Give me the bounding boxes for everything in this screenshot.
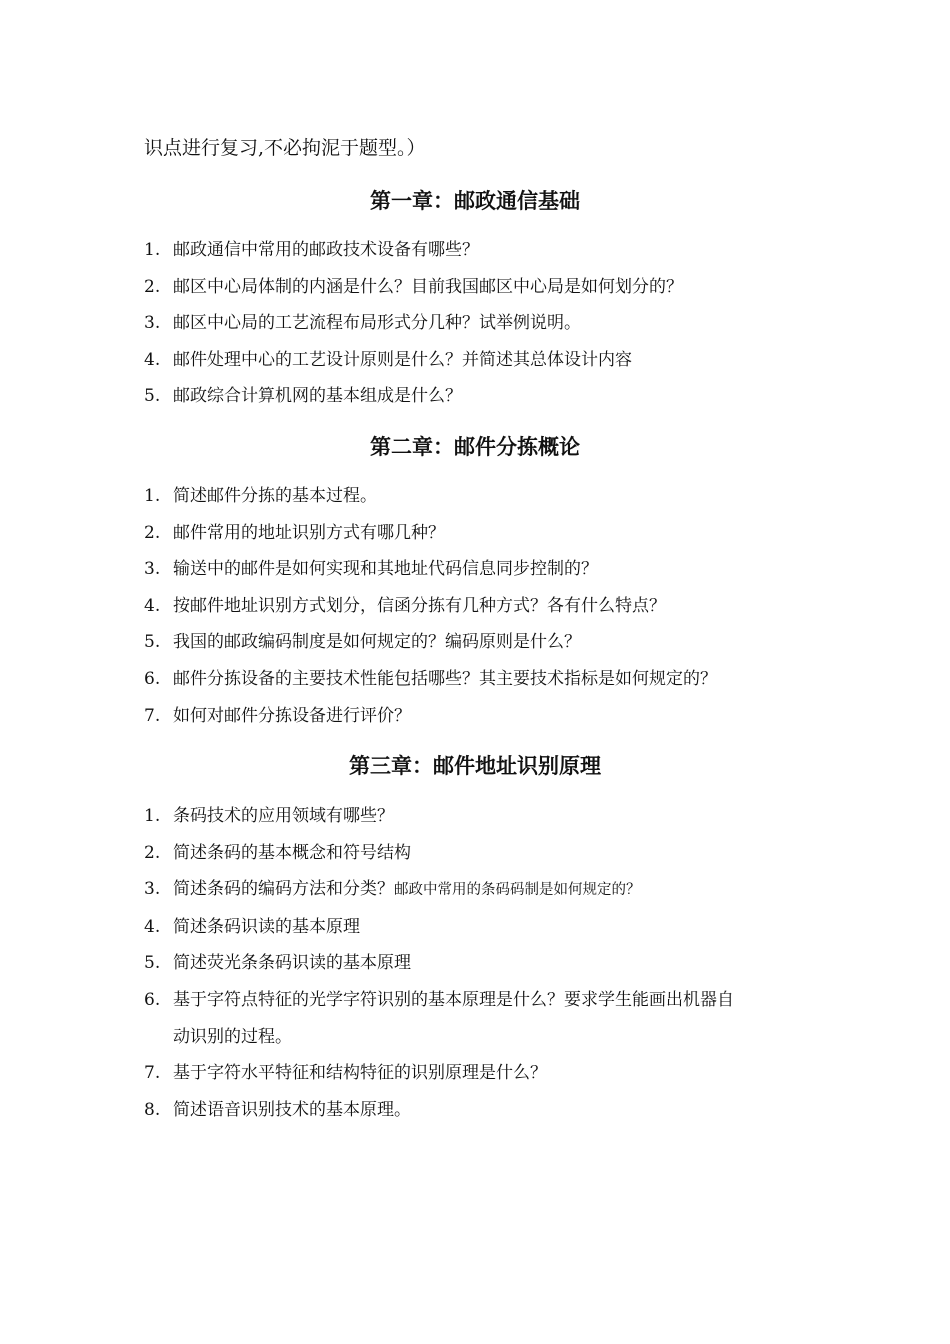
item-number: 3. (144, 879, 161, 900)
item-text: 邮件处理中心的工艺设计原则是什么？并简述其总体设计内容 (173, 349, 632, 370)
list-item (144, 909, 824, 946)
item-text: 邮政通信中常用的邮政技术设备有哪些？ (173, 240, 479, 260)
item-text-small: 邮政中常用的条码码制是如何规定的？ (394, 882, 641, 899)
list-item (144, 835, 824, 872)
list-item (144, 871, 824, 909)
item-text: 简述荧光条条码识读的基本原理 (173, 953, 411, 974)
list-item (144, 945, 824, 982)
list-item (144, 478, 824, 515)
item-text: 输送中的邮件是如何实现和其地址代码信息同步控制的？ (173, 559, 598, 580)
item-text: 简述邮件分拣的基本过程。 (173, 486, 377, 506)
item-text: 我国的邮政编码制度是如何规定的？编码原则是什么？ (173, 632, 581, 653)
list-item (144, 269, 824, 306)
item-number: 3. (144, 559, 161, 580)
list-item (144, 551, 824, 588)
list-item (144, 661, 824, 698)
item-number: 5. (144, 953, 161, 974)
chapter-title-2: 第二章：邮件分拣概论 (370, 434, 580, 459)
item-text: 如何对邮件分拣设备进行评价？ (173, 705, 411, 726)
item-number: 7. (144, 1063, 161, 1084)
item-text: 邮政综合计算机网的基本组成是什么？ (173, 386, 462, 407)
list-item (144, 798, 824, 835)
list-item (144, 305, 824, 342)
list-item (144, 378, 824, 415)
chapter-title-3: 第三章：邮件地址识别原理 (349, 753, 601, 778)
item-number: 1. (144, 486, 161, 506)
list-item (144, 1092, 824, 1129)
list-item (144, 515, 824, 552)
list-item (144, 698, 824, 735)
item-number: 1. (144, 806, 161, 826)
item-number: 4. (144, 349, 161, 370)
chapter-3-questions (144, 798, 824, 1128)
list-item (144, 1055, 824, 1092)
item-text: 简述条码的编码方法和分类？ (173, 879, 394, 900)
item-number: 2. (144, 842, 161, 863)
list-item (144, 624, 824, 661)
item-number: 4. (144, 595, 161, 616)
intro-line: 识点进行复习,不必拘泥于题型。） (144, 137, 426, 159)
chapter-2-questions (144, 478, 824, 734)
chapter-1-questions (144, 232, 824, 415)
item-number: 5. (144, 632, 161, 653)
item-text: 按邮件地址识别方式划分，信函分拣有几种方式？各有什么特点？ (173, 595, 666, 616)
item-number: 4. (144, 916, 161, 937)
item-number: 6. (144, 668, 161, 689)
item-text: 邮件常用的地址识别方式有哪几种？ (173, 522, 445, 543)
item-text: 简述条码识读的基本原理 (173, 916, 360, 937)
item-text: 简述条码的基本概念和符号结构 (173, 842, 411, 863)
item-number: 5. (144, 386, 161, 407)
item-text: 邮件分拣设备的主要技术性能包括哪些？其主要技术指标是如何规定的？ (173, 668, 717, 689)
item-number: 6. (144, 989, 161, 1010)
item-number: 8. (144, 1099, 161, 1120)
item-number: 2. (144, 522, 161, 543)
list-item (144, 982, 824, 1055)
item-text: 条码技术的应用领域有哪些？ (173, 806, 394, 826)
item-number: 3. (144, 313, 161, 334)
item-text: 简述语音识别技术的基本原理。 (173, 1099, 411, 1120)
item-text: 邮区中心局的工艺流程布局形式分几种？试举例说明。 (173, 313, 581, 334)
list-item (144, 342, 824, 379)
chapter-title-1: 第一章：邮政通信基础 (370, 188, 580, 213)
list-item (144, 232, 824, 269)
item-text-continued: 动识别的过程。 (173, 1026, 292, 1047)
list-item (144, 588, 824, 625)
item-number: 2. (144, 276, 161, 297)
item-number: 1. (144, 240, 161, 260)
item-text: 基于字符水平特征和结构特征的识别原理是什么？ (173, 1063, 547, 1084)
item-text: 基于字符点特征的光学字符识别的基本原理是什么？要求学生能画出机器自 (173, 989, 734, 1010)
item-number: 7. (144, 705, 161, 726)
item-text: 邮区中心局体制的内涵是什么？目前我国邮区中心局是如何划分的？ (173, 276, 683, 297)
